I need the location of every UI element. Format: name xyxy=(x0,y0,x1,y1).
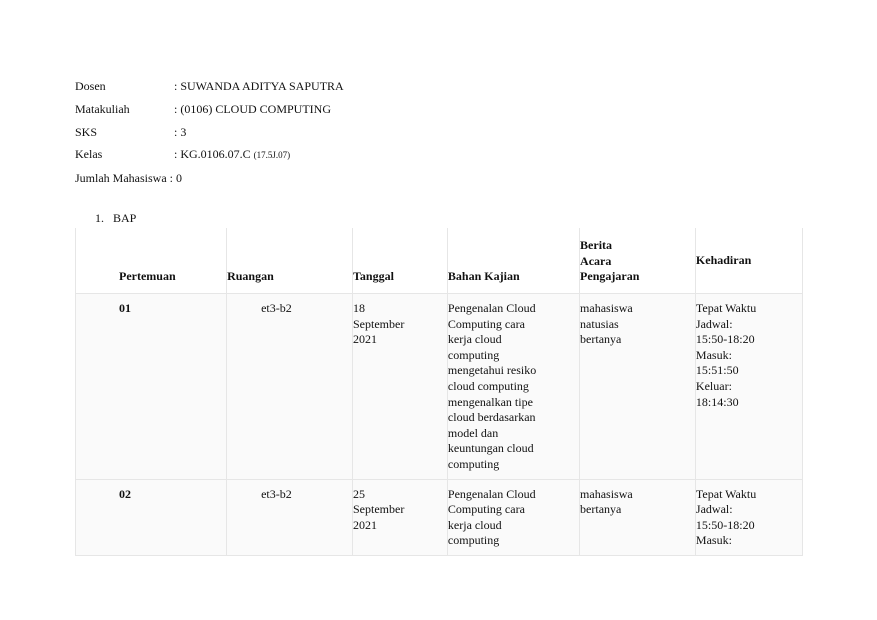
cell-line: computing xyxy=(447,456,500,471)
cell-line: Computing cara xyxy=(447,502,525,517)
cell-ruangan: et3-b2 xyxy=(227,294,353,480)
cell-line: mahasiswa xyxy=(580,486,633,501)
column-header-ruangan: Ruangan xyxy=(227,228,353,294)
info-row-kelas xyxy=(75,143,344,167)
info-row-jumlah-mahasiswa xyxy=(75,167,344,190)
cell-pertemuan: 02 xyxy=(76,479,227,555)
table-row xyxy=(76,294,803,480)
cell-line: 2021 xyxy=(353,517,377,532)
cell-line: 15:51:50 xyxy=(695,363,739,378)
header-line: Pengajaran xyxy=(580,269,640,284)
cell-line: mahasiswa xyxy=(580,301,633,315)
column-header-tanggal: Tanggal xyxy=(353,228,448,294)
info-label: SKS xyxy=(75,124,98,139)
cell-line: September xyxy=(353,316,405,331)
section-label: BAP xyxy=(113,211,137,225)
info-value: : SUWANDA ADITYA SAPUTRA xyxy=(174,79,344,93)
table-row xyxy=(76,479,803,555)
column-header-kehadiran: Kehadiran xyxy=(695,228,802,294)
cell-line: bertanya xyxy=(580,502,622,517)
cell-line: Masuk: xyxy=(695,347,732,362)
lecture-info xyxy=(75,75,344,190)
cell-ruangan: et3-b2 xyxy=(227,479,353,555)
info-value: : (0106) CLOUD COMPUTING xyxy=(174,101,331,116)
cell-line: 18 xyxy=(353,301,365,315)
cell-line: Jadwal: xyxy=(695,502,733,517)
cell-kehadiran xyxy=(695,294,802,480)
cell-line: Keluar: xyxy=(695,378,732,393)
info-value xyxy=(174,143,290,167)
cell-line: bertanya xyxy=(580,332,622,347)
cell-line: computing xyxy=(447,533,500,548)
cell-line: kerja cloud xyxy=(447,517,502,532)
cell-line: cloud computing xyxy=(447,378,529,393)
info-label: Jumlah Mahasiswa xyxy=(75,171,167,186)
section-number: 1. xyxy=(95,211,104,225)
info-value: : 3 xyxy=(174,124,187,139)
column-header-bahan-kajian: Bahan Kajian xyxy=(447,228,579,294)
cell-bahan-kajian xyxy=(447,294,579,480)
cell-line: model dan xyxy=(447,425,499,440)
class-code: : KG.0106.07.C xyxy=(174,147,251,162)
bap-table xyxy=(75,228,803,556)
info-row-matakuliah xyxy=(75,98,344,121)
header-line: Acara xyxy=(580,253,612,268)
cell-line: 18:14:30 xyxy=(695,394,739,409)
cell-line: Pengenalan Cloud xyxy=(447,301,536,315)
cell-line: kerja cloud xyxy=(447,332,502,347)
cell-tanggal xyxy=(353,294,448,480)
cell-line: natusias xyxy=(580,316,619,331)
cell-line: cloud berdasarkan xyxy=(447,410,536,425)
cell-line: Tepat Waktu xyxy=(695,301,757,315)
cell-line: mengenalkan tipe xyxy=(447,394,533,409)
header-line: Berita xyxy=(580,238,613,253)
info-row-dosen xyxy=(75,75,344,98)
column-header-pertemuan: Pertemuan xyxy=(76,228,227,294)
info-label: Kelas xyxy=(75,147,103,162)
info-value: : 0 xyxy=(169,171,182,186)
cell-line: 15:50-18:20 xyxy=(695,332,755,347)
cell-tanggal xyxy=(353,479,448,555)
cell-line: 2021 xyxy=(353,332,377,347)
info-row-sks xyxy=(75,121,344,144)
column-header-berita-acara xyxy=(580,228,696,294)
cell-line: computing xyxy=(447,347,500,362)
cell-bahan-kajian xyxy=(447,479,579,555)
cell-berita-acara xyxy=(580,294,696,480)
info-label: Matakuliah xyxy=(75,101,130,116)
table-header-row xyxy=(76,228,803,294)
cell-kehadiran xyxy=(695,479,802,555)
section-title xyxy=(95,211,136,226)
cell-line: Pengenalan Cloud xyxy=(447,486,536,501)
cell-line: September xyxy=(353,502,405,517)
info-label: Dosen xyxy=(75,79,106,93)
cell-line: Masuk: xyxy=(695,533,732,548)
class-group: (17.5J.07) xyxy=(253,150,291,161)
cell-pertemuan: 01 xyxy=(76,294,227,480)
cell-line: Tepat Waktu xyxy=(695,486,757,501)
cell-line: Jadwal: xyxy=(695,316,733,331)
cell-line: 25 xyxy=(353,486,365,501)
cell-line: keuntungan cloud xyxy=(447,441,534,456)
cell-berita-acara xyxy=(580,479,696,555)
cell-line: mengetahui resiko xyxy=(447,363,537,378)
cell-line: Computing cara xyxy=(447,316,525,331)
cell-line: 15:50-18:20 xyxy=(695,517,755,532)
